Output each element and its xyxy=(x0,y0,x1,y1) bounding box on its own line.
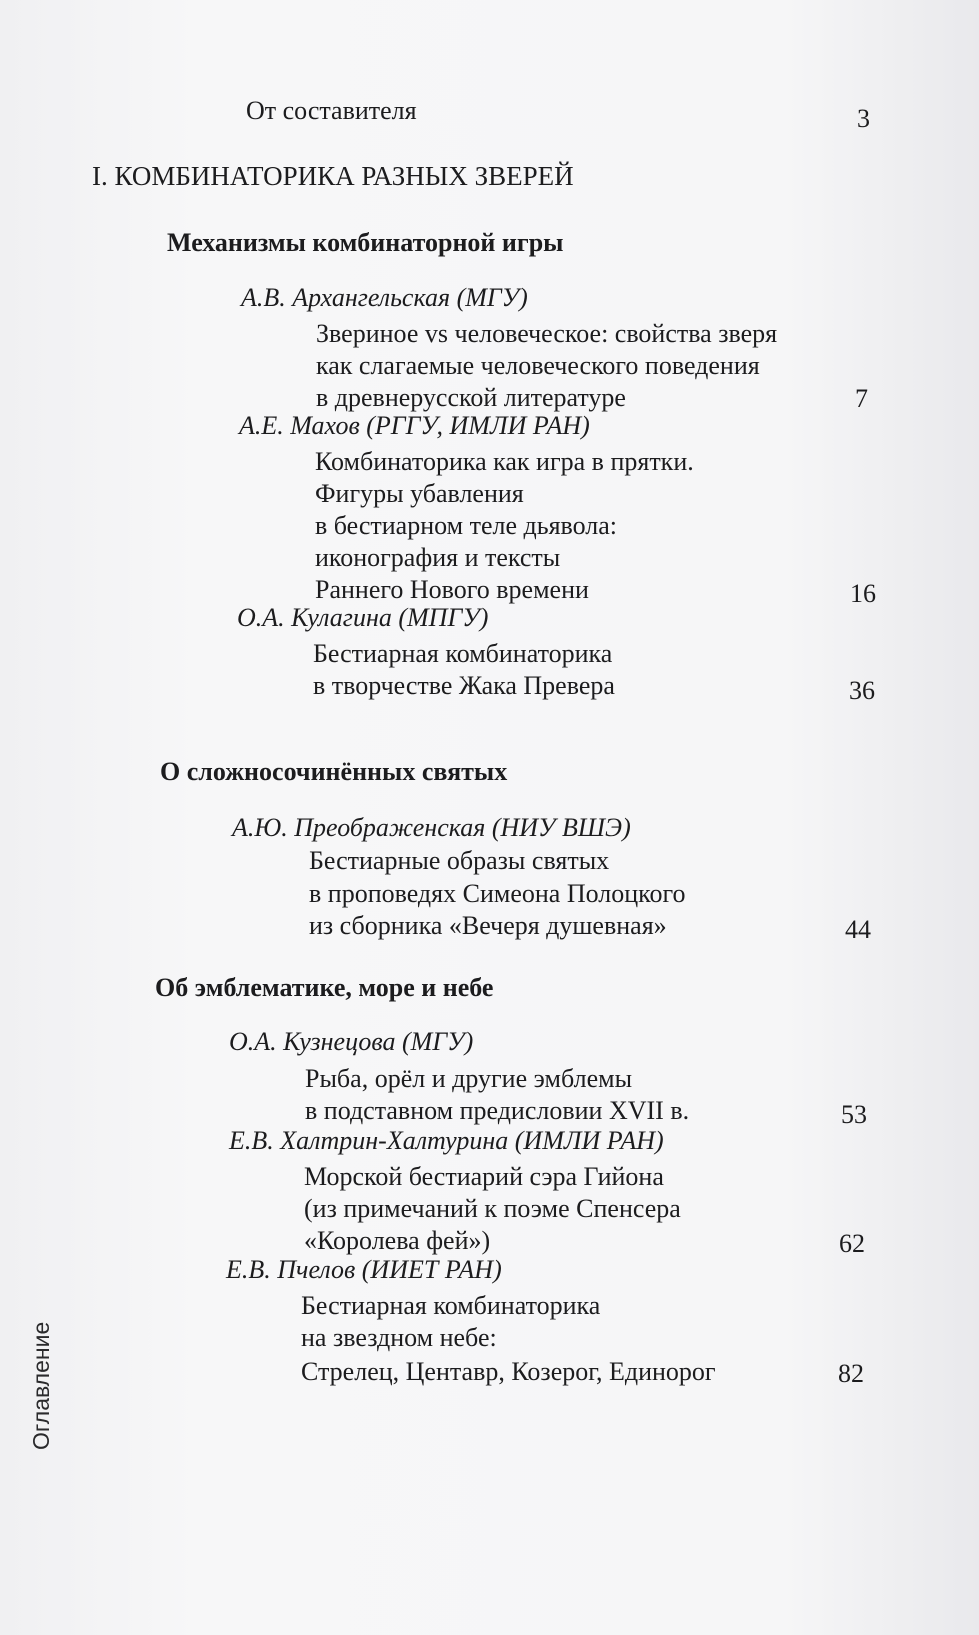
entry-author: Е.В. Халтрин-Халтурина (ИМЛИ РАН) xyxy=(229,1126,664,1155)
entry-title-line: Бестиарные образы святых xyxy=(309,846,610,875)
entry-title-line: (из примечаний к поэме Спенсера xyxy=(304,1194,681,1223)
side-label: Оглавление xyxy=(28,1321,54,1450)
entry-title-line: Звериное vs человеческое: свойства зверя xyxy=(316,319,778,348)
side-label-container xyxy=(8,1250,54,1450)
preface-page-number: 3 xyxy=(857,104,870,133)
entry-author: О.А. Кулагина (МПГУ) xyxy=(237,603,489,632)
entry-page-number: 36 xyxy=(849,676,875,705)
entry-title-line: как слагаемые человеческого поведения xyxy=(316,351,760,380)
entry-title-line: в бестиарном теле дьявола: xyxy=(315,511,618,540)
entry-page-number: 44 xyxy=(845,915,871,944)
entry-title-line: Комбинаторика как игра в прятки. xyxy=(315,447,694,476)
preface-title: От составителя xyxy=(246,96,417,125)
entry-title-line: из сборника «Вечеря душевная» xyxy=(309,911,667,940)
group-heading-saints: О сложносочинённых святых xyxy=(160,757,508,786)
entry-title-line: на звездном небе: xyxy=(301,1323,497,1352)
entry-title-line: иконография и тексты xyxy=(315,543,561,572)
entry-title-line: Бестиарная комбинаторика xyxy=(301,1291,601,1320)
entry-title-line: Стрелец, Центавр, Козерог, Единорог xyxy=(301,1357,716,1386)
entry-page-number: 82 xyxy=(838,1359,864,1388)
entry-page-number: 53 xyxy=(841,1100,867,1129)
entry-page-number: 7 xyxy=(855,384,868,413)
entry-page-number: 16 xyxy=(850,579,876,608)
entry-title-line: в проповедях Симеона Полоцкого xyxy=(309,879,686,908)
entry-page-number: 62 xyxy=(839,1229,865,1258)
entry-title-line: в творчестве Жака Превера xyxy=(313,671,615,700)
entry-title-line: в древнерусской литературе xyxy=(316,383,626,412)
entry-author: А.Е. Махов (РГГУ, ИМЛИ РАН) xyxy=(239,411,590,440)
entry-title-line: Морской бестиарий сэра Гийона xyxy=(304,1162,664,1191)
entry-title-line: «Королева фей») xyxy=(304,1226,491,1255)
section-title: I. КОМБИНАТОРИКА РАЗНЫХ ЗВЕРЕЙ xyxy=(92,161,574,191)
entry-title-line: Раннего Нового времени xyxy=(315,575,589,604)
entry-author: А.Ю. Преображенская (НИУ ВШЭ) xyxy=(232,813,631,842)
group-heading-emblematics: Об эмблематике, море и небе xyxy=(155,973,494,1002)
entry-title-line: Фигуры убавления xyxy=(315,479,524,508)
entry-author: Е.В. Пчелов (ИИЕТ РАН) xyxy=(226,1255,502,1284)
entry-title-line: Рыба, орёл и другие эмблемы xyxy=(305,1064,633,1093)
entry-title-line: в подставном предисловии XVII в. xyxy=(305,1096,690,1125)
group-heading-mechanisms: Механизмы комбинаторной игры xyxy=(167,228,564,257)
entry-author: А.В. Архангельская (МГУ) xyxy=(241,283,528,312)
entry-author: О.А. Кузнецова (МГУ) xyxy=(229,1027,474,1056)
entry-title-line: Бестиарная комбинаторика xyxy=(313,639,613,668)
